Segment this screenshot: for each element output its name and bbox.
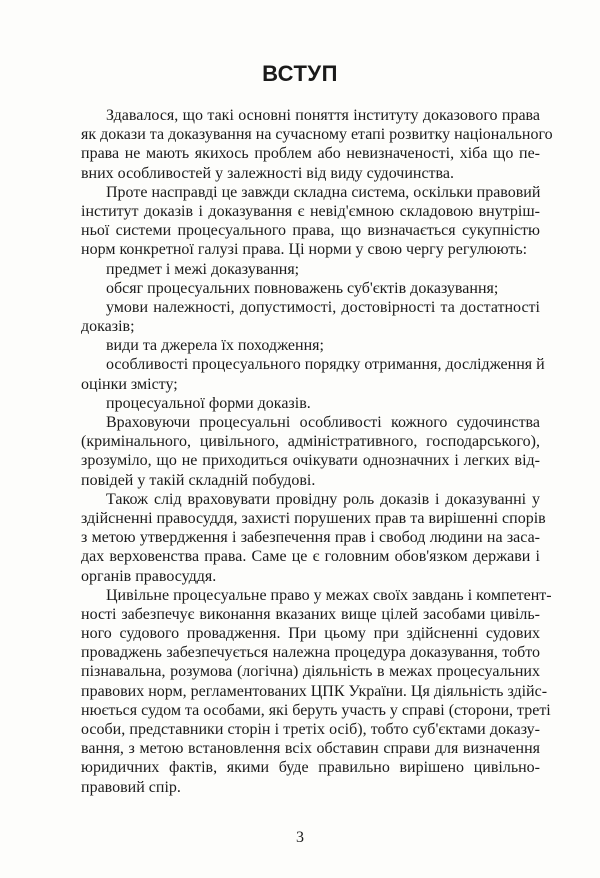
paragraph [81, 260, 540, 279]
text-line: види та джерела їх походження; [106, 337, 324, 355]
text-line: повідей у такій складній побудові. [81, 471, 316, 489]
text-line: обсяг процесуальних повноважень суб'єктів доказування; [106, 279, 499, 297]
text-line: особливості процесуального порядку отримання, дослідження й [106, 356, 545, 374]
text-line: оцінки змісту; [81, 375, 178, 393]
text-line: права не мають якихось проблем або невизначеності, хіба що пе- [81, 145, 540, 163]
paragraph [81, 183, 540, 260]
text-line: інститут доказів і доказування є невід'ємною складовою внутріш- [81, 202, 540, 220]
text-line: (кримінального, цивільного, адміністративного, господарського), [81, 433, 540, 451]
page-title: ВСТУП [262, 61, 338, 86]
paragraph [81, 490, 546, 586]
text-line: норм конкретної галузі права. Ці норми у свою чергу регулюють: [81, 241, 528, 259]
text-line: умови належності, допустимості, достовірності та достатності [106, 298, 540, 316]
text-line: ньої системи процесуального права, що визначається сукупністю [81, 222, 540, 240]
text-line: особи, представники сторін і третіх осіб), тобто суб'єктами доказу- [81, 721, 540, 738]
text-line: процесуальної форми доказів. [106, 394, 311, 412]
text-line: предмет і межі доказування; [106, 260, 300, 278]
text-line: Проте насправді це завжди складна система, оскільки правовий [106, 183, 541, 201]
text-line: як докази та доказування на сучасному етапі розвитку національного [81, 126, 553, 144]
paragraph [81, 298, 540, 336]
text-line: ного судового провадження. При цьому при здійсненні судових [81, 625, 540, 643]
text-line: вних особливостей у залежності від виду судочинства. [81, 164, 454, 182]
text-line: дах верховенства права. Саме це є головним обов'язком держави і [81, 548, 540, 566]
text-line: Здавалося, що такі основні поняття інституту доказового права [106, 107, 540, 124]
text-line: Цивільне процесуальне право у межах своїх завдань і компетент- [106, 586, 552, 604]
text-line: вання, з метою встановлення всіх обставин справи для визначення [81, 740, 540, 758]
paragraph [81, 394, 540, 413]
text-line: правових норм, регламентованих ЦПК України. Ця діяльність здійс- [81, 682, 548, 700]
text-line: здійсненні правосуддя, захисті порушених прав та вирішенні спорів [81, 509, 546, 527]
body-text [81, 106, 553, 797]
paragraph [81, 586, 552, 797]
paragraph [81, 355, 545, 393]
text-line: пізнавальна, розумова (логічна) діяльність в межах процесуальних [81, 663, 540, 681]
text-line: доказів; [81, 318, 135, 336]
page-number: 3 [296, 829, 304, 846]
paragraph [81, 106, 553, 183]
text-line: Також слід враховувати провідну роль доказів і доказуванні у [106, 490, 540, 508]
text-line: юридичних фактів, якими буде правильно вирішено цивільно- [81, 759, 540, 777]
text-line: органів правосуддя. [81, 567, 217, 585]
text-line: з метою утвердження і забезпечення прав і свобод людини на заса- [81, 529, 540, 547]
text-line: ності забезпечує виконання вказаних вище цілей засобами цивіль- [81, 605, 540, 623]
text-line: Враховуючи процесуальні особливості кожного судочинства [106, 414, 540, 431]
paragraph [81, 279, 540, 298]
text-line: зрозуміло, що не приходиться очікувати однозначних і легких від- [81, 452, 540, 470]
text-line: нюється судом та особами, які беруть участь у справі (сторони, треті [81, 701, 551, 719]
text-line: правовий спір. [81, 778, 181, 796]
paragraph [81, 413, 540, 490]
text-line: проваджень забезпечується належна процедура доказування, тобто [81, 644, 540, 662]
paragraph [81, 336, 540, 355]
